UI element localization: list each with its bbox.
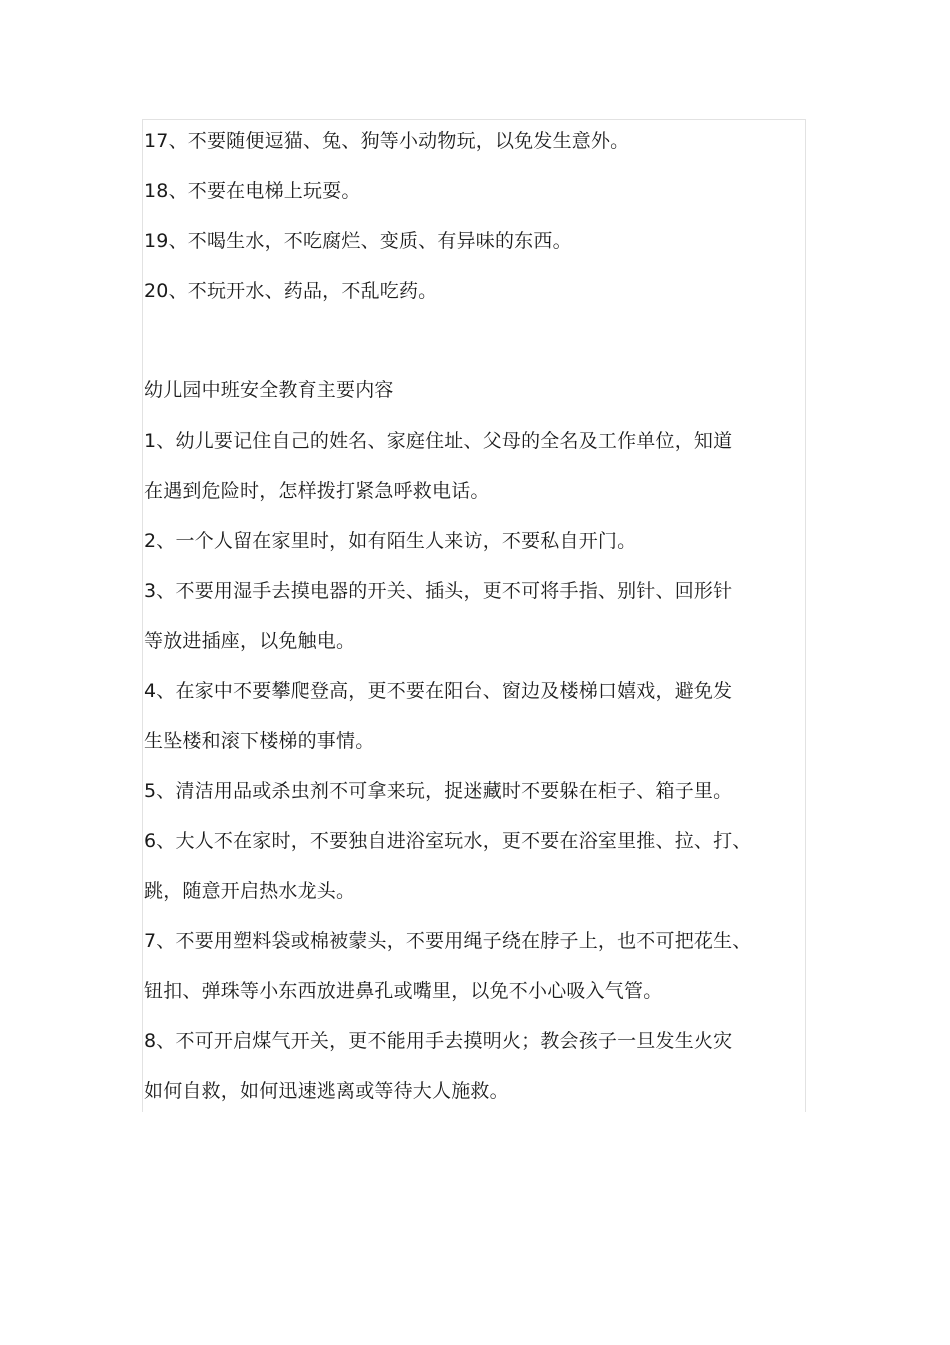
paragraph-line: 1、幼儿要记住自己的姓名、家庭住址、父母的全名及工作单位，知道 xyxy=(144,430,733,452)
paragraph-line: 生坠楼和滚下楼梯的事情。 xyxy=(144,730,375,752)
paragraph-line: 7、不要用塑料袋或棉被蒙头，不要用绳子绕在脖子上，也不可把花生、 xyxy=(144,930,752,952)
paragraph-line: 3、不要用湿手去摸电器的开关、插头，更不可将手指、别针、回形针 xyxy=(144,580,733,602)
paragraph-line: 6、大人不在家时，不要独自进浴室玩水，更不要在浴室里推、拉、打、 xyxy=(144,830,752,852)
list-item: 19、不喝生水，不吃腐烂、变质、有异味的东西。 xyxy=(144,230,572,252)
paragraph-line: 在遇到危险时，怎样拨打紧急呼救电话。 xyxy=(144,480,490,502)
paragraph-line: 4、在家中不要攀爬登高，更不要在阳台、窗边及楼梯口嬉戏，避免发 xyxy=(144,680,733,702)
paragraph-line: 如何自救，如何迅速逃离或等待大人施救。 xyxy=(144,1080,509,1102)
paragraph-line: 等放进插座，以免触电。 xyxy=(144,630,356,652)
paragraph-line: 5、清洁用品或杀虫剂不可拿来玩，捉迷藏时不要躲在柜子、箱子里。 xyxy=(144,780,733,802)
section-title: 幼儿园中班安全教育主要内容 xyxy=(144,379,394,401)
list-item: 20、不玩开水、药品，不乱吃药。 xyxy=(144,280,438,302)
paragraph-line: 2、一个人留在家里时，如有陌生人来访，不要私自开门。 xyxy=(144,530,637,552)
page-frame xyxy=(142,119,806,1112)
list-item: 17、不要随便逗猫、兔、狗等小动物玩，以免发生意外。 xyxy=(144,130,630,152)
paragraph-line: 钮扣、弹珠等小东西放进鼻孔或嘴里，以免不小心吸入气管。 xyxy=(144,980,663,1002)
paragraph-line: 跳，随意开启热水龙头。 xyxy=(144,880,356,902)
paragraph-line: 8、不可开启煤气开关，更不能用手去摸明火；教会孩子一旦发生火灾 xyxy=(144,1030,733,1052)
list-item: 18、不要在电梯上玩耍。 xyxy=(144,180,361,202)
